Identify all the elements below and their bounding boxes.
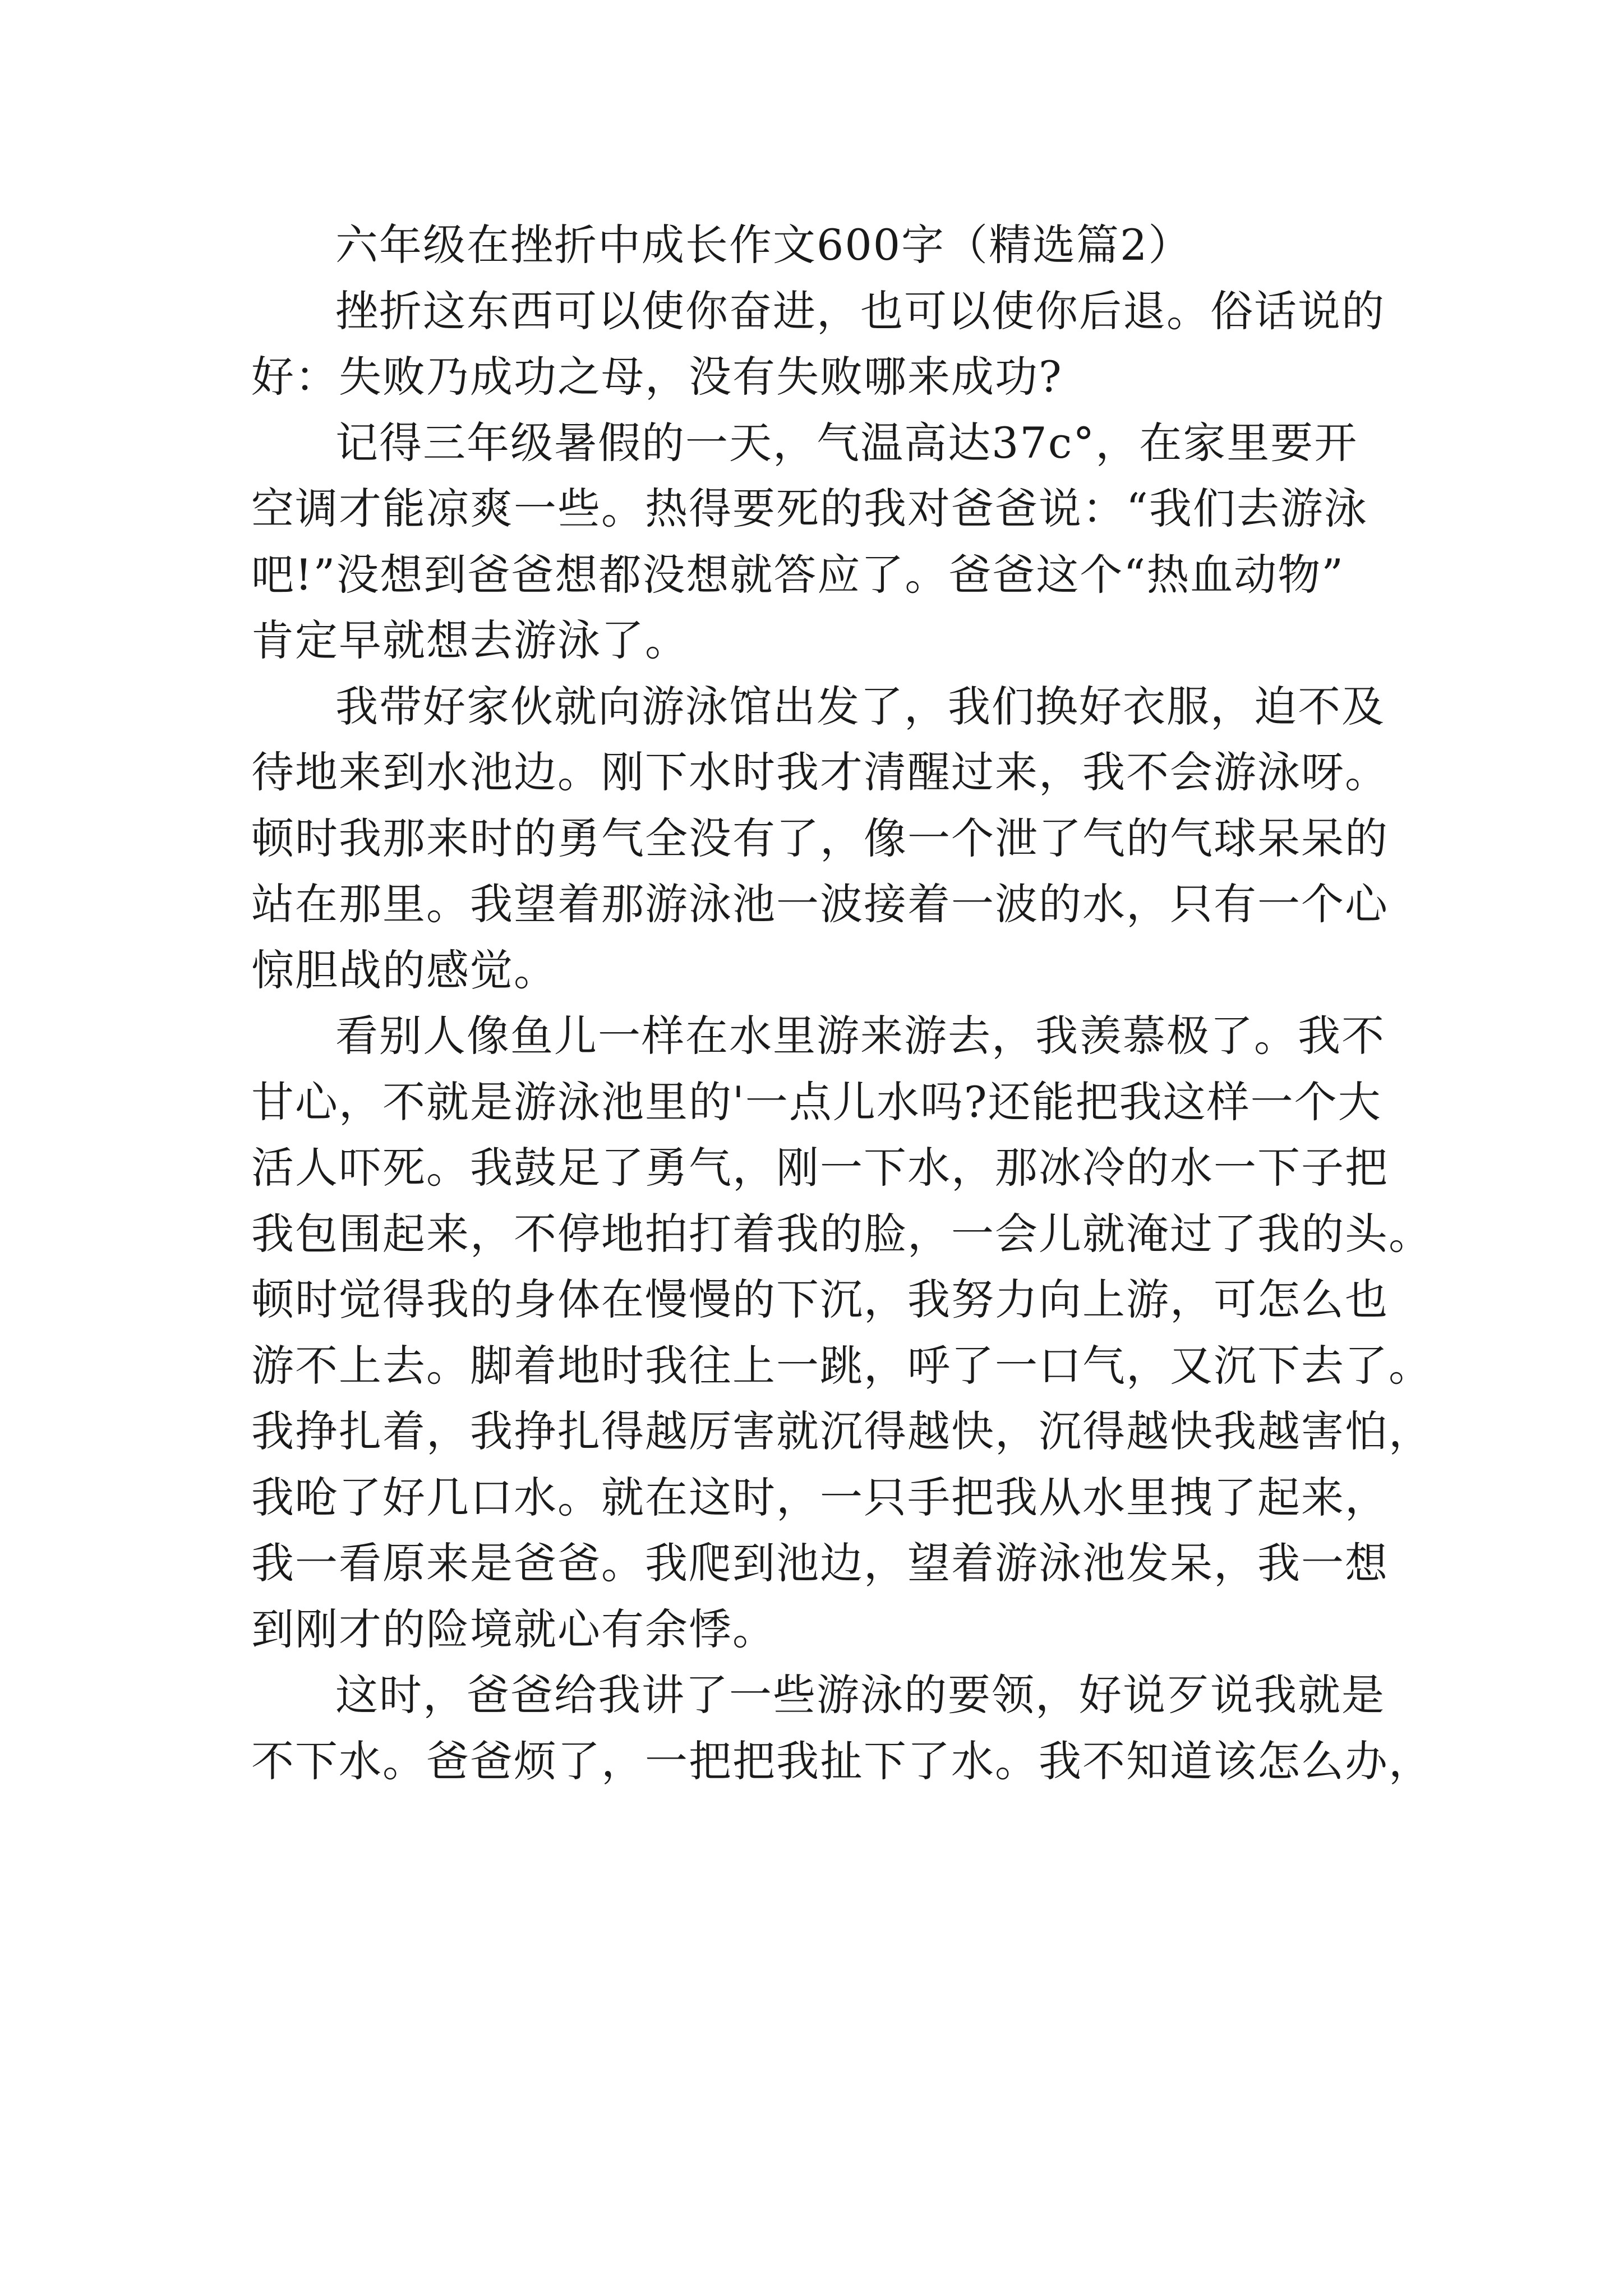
text-line: 看别人像鱼儿一样在水里游来游去，我羡慕极了。我不 bbox=[335, 1011, 1385, 1061]
text-line: 空调才能凉爽一些。热得要死的我对爸爸说：“我们去游泳 bbox=[251, 484, 1368, 533]
paragraph bbox=[251, 1662, 1432, 1794]
text-line: 站在那里。我望着那游泳池一波接着一波的水，只有一个心 bbox=[251, 879, 1389, 929]
text-line: 肯定早就想去游泳了。 bbox=[251, 615, 689, 665]
text-line: 我呛了好几口水。就在这时，一只手把我从水里拽了起来， bbox=[251, 1472, 1389, 1522]
text-line: 挫折这东西可以使你奋进，也可以使你后退。俗话说的 bbox=[335, 286, 1385, 336]
paragraph bbox=[251, 674, 1389, 1004]
text-line: 顿时觉得我的身体在慢慢的下沉，我努力向上游，可怎么也 bbox=[251, 1274, 1389, 1324]
text-line: 这时，爸爸给我讲了一些游泳的要领，好说歹说我就是 bbox=[335, 1670, 1385, 1720]
text-line: 我挣扎着，我挣扎得越厉害就沉得越快，沉得越快我越害怕， bbox=[251, 1406, 1432, 1456]
text-line: 我包围起来，不停地拍打着我的脸，一会儿就淹过了我的头。 bbox=[251, 1208, 1432, 1259]
text-line: 惊胆战的感觉。 bbox=[251, 945, 557, 995]
text-line: 好：失败乃成功之母，没有失败哪来成功? bbox=[251, 352, 1063, 402]
text-line: 待地来到水池边。刚下水时我才清醒过来，我不会游泳呀。 bbox=[251, 747, 1389, 797]
text-line: 不下水。爸爸烦了，一把把我扯下了水。我不知道该怎么办， bbox=[251, 1736, 1432, 1786]
text-line: 到刚才的险境就心有余悸。 bbox=[251, 1604, 776, 1654]
text-line: 记得三年级暑假的一天，气温高达37c°，在家里要开 bbox=[335, 417, 1358, 468]
paragraph bbox=[251, 278, 1384, 410]
document-title: 六年级在挫折中成长作文600字（精选篇2） bbox=[335, 220, 1192, 270]
document-body bbox=[251, 212, 1432, 1794]
text-line: 顿时我那来时的勇气全没有了，像一个泄了气的气球呆呆的 bbox=[251, 813, 1389, 863]
text-line: 甘心，不就是游泳池里的'一点儿水吗?还能把我这样一个大 bbox=[251, 1076, 1382, 1127]
text-line: 活人吓死。我鼓足了勇气，刚一下水，那冰冷的水一下子把 bbox=[251, 1143, 1389, 1193]
text-line: 吧!”没想到爸爸想都没想就答应了。爸爸这个“热血动物” bbox=[251, 549, 1345, 600]
paragraph bbox=[251, 410, 1384, 674]
text-line: 我带好家伙就向游泳馆出发了，我们换好衣服，迫不及 bbox=[335, 681, 1385, 731]
text-line: 游不上去。脚着地时我往上一跳，呼了一口气，又沉下去了。 bbox=[251, 1340, 1432, 1391]
paragraph bbox=[251, 1003, 1432, 1662]
text-line: 我一看原来是爸爸。我爬到池边，望着游泳池发呆，我一想 bbox=[251, 1538, 1389, 1588]
